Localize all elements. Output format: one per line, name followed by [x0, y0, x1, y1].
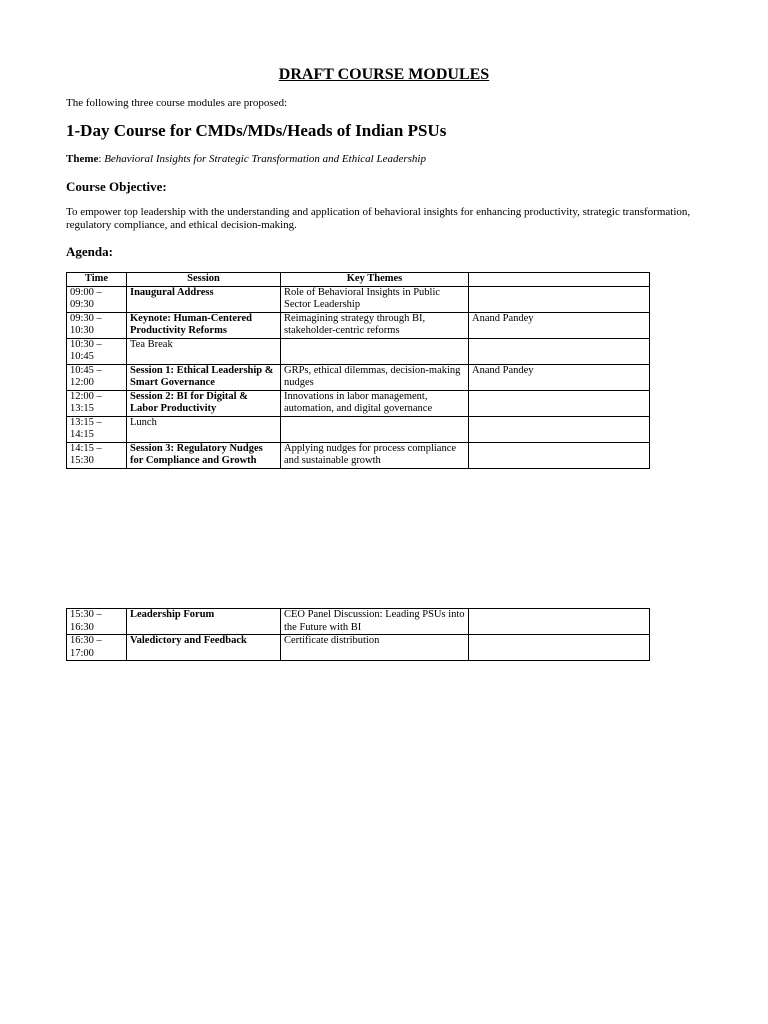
header-session: Session	[127, 273, 281, 287]
table-row	[67, 609, 650, 635]
key-themes-cell	[281, 338, 469, 364]
key-themes-cell: CEO Panel Discussion: Leading PSUs into the Future with BI	[281, 609, 469, 635]
session-cell: Inaugural Address	[127, 286, 281, 312]
speaker-cell: Anand Pandey	[469, 364, 650, 390]
time-cell: 15:30 – 16:30	[67, 609, 127, 635]
header-time: Time	[67, 273, 127, 287]
session-cell: Lunch	[127, 416, 281, 442]
table-row	[67, 312, 650, 338]
intro-text: The following three course modules are proposed:	[66, 97, 288, 109]
table-row	[67, 416, 650, 442]
key-themes-cell	[281, 416, 469, 442]
theme-separator: :	[98, 153, 105, 165]
table-row	[67, 364, 650, 390]
agenda-table	[66, 272, 650, 469]
course-title: 1-Day Course for CMDs/MDs/Heads of Indian PSUs	[66, 121, 447, 140]
agenda-header-row	[67, 273, 650, 287]
speaker-cell	[469, 442, 650, 468]
key-themes-cell: Innovations in labor management, automation, and digital governance	[281, 390, 469, 416]
objective-heading: Course Objective:	[66, 179, 167, 194]
key-themes-cell: Role of Behavioral Insights in Public Sector Leadership	[281, 286, 469, 312]
agenda-table-continued	[66, 608, 650, 661]
table-row	[67, 286, 650, 312]
header-speaker	[469, 273, 650, 287]
objective-text: To empower top leadership with the understanding and application of behavioral insights for enhancing productivity, strategic transformation, regulatory compliance, and ethical decision-making.	[66, 206, 691, 231]
speaker-cell	[469, 416, 650, 442]
speaker-cell	[469, 635, 650, 661]
time-cell: 10:30 – 10:45	[67, 338, 127, 364]
speaker-cell	[469, 286, 650, 312]
session-cell: Session 2: BI for Digital & Labor Productivity	[127, 390, 281, 416]
time-cell: 09:00 – 09:30	[67, 286, 127, 312]
document-title: DRAFT COURSE MODULES	[278, 66, 490, 83]
key-themes-cell: Applying nudges for process compliance and sustainable growth	[281, 442, 469, 468]
session-cell: Leadership Forum	[127, 609, 281, 635]
table-row	[67, 635, 650, 661]
time-cell: 13:15 – 14:15	[67, 416, 127, 442]
speaker-cell: Anand Pandey	[469, 312, 650, 338]
key-themes-cell: Certificate distribution	[281, 635, 469, 661]
header-key-themes: Key Themes	[281, 273, 469, 287]
session-cell: Session 1: Ethical Leadership & Smart Governance	[127, 364, 281, 390]
key-themes-cell: GRPs, ethical dilemmas, decision-making nudges	[281, 364, 469, 390]
speaker-cell	[469, 609, 650, 635]
table-row	[67, 390, 650, 416]
table-row	[67, 338, 650, 364]
agenda-heading: Agenda:	[66, 244, 113, 259]
time-cell: 16:30 – 17:00	[67, 635, 127, 661]
theme-label: Theme	[66, 153, 99, 165]
time-cell: 10:45 – 12:00	[67, 364, 127, 390]
speaker-cell	[469, 390, 650, 416]
speaker-cell	[469, 338, 650, 364]
session-cell: Keynote: Human-Centered Productivity Reforms	[127, 312, 281, 338]
theme-line	[66, 153, 426, 165]
table-row	[67, 442, 650, 468]
time-cell: 14:15 – 15:30	[67, 442, 127, 468]
session-cell: Valedictory and Feedback	[127, 635, 281, 661]
time-cell: 12:00 – 13:15	[67, 390, 127, 416]
time-cell: 09:30 – 10:30	[67, 312, 127, 338]
theme-value: Behavioral Insights for Strategic Transformation and Ethical Leadership	[104, 153, 426, 165]
session-cell: Session 3: Regulatory Nudges for Compliance and Growth	[127, 442, 281, 468]
session-cell: Tea Break	[127, 338, 281, 364]
key-themes-cell: Reimagining strategy through BI, stakeholder-centric reforms	[281, 312, 469, 338]
